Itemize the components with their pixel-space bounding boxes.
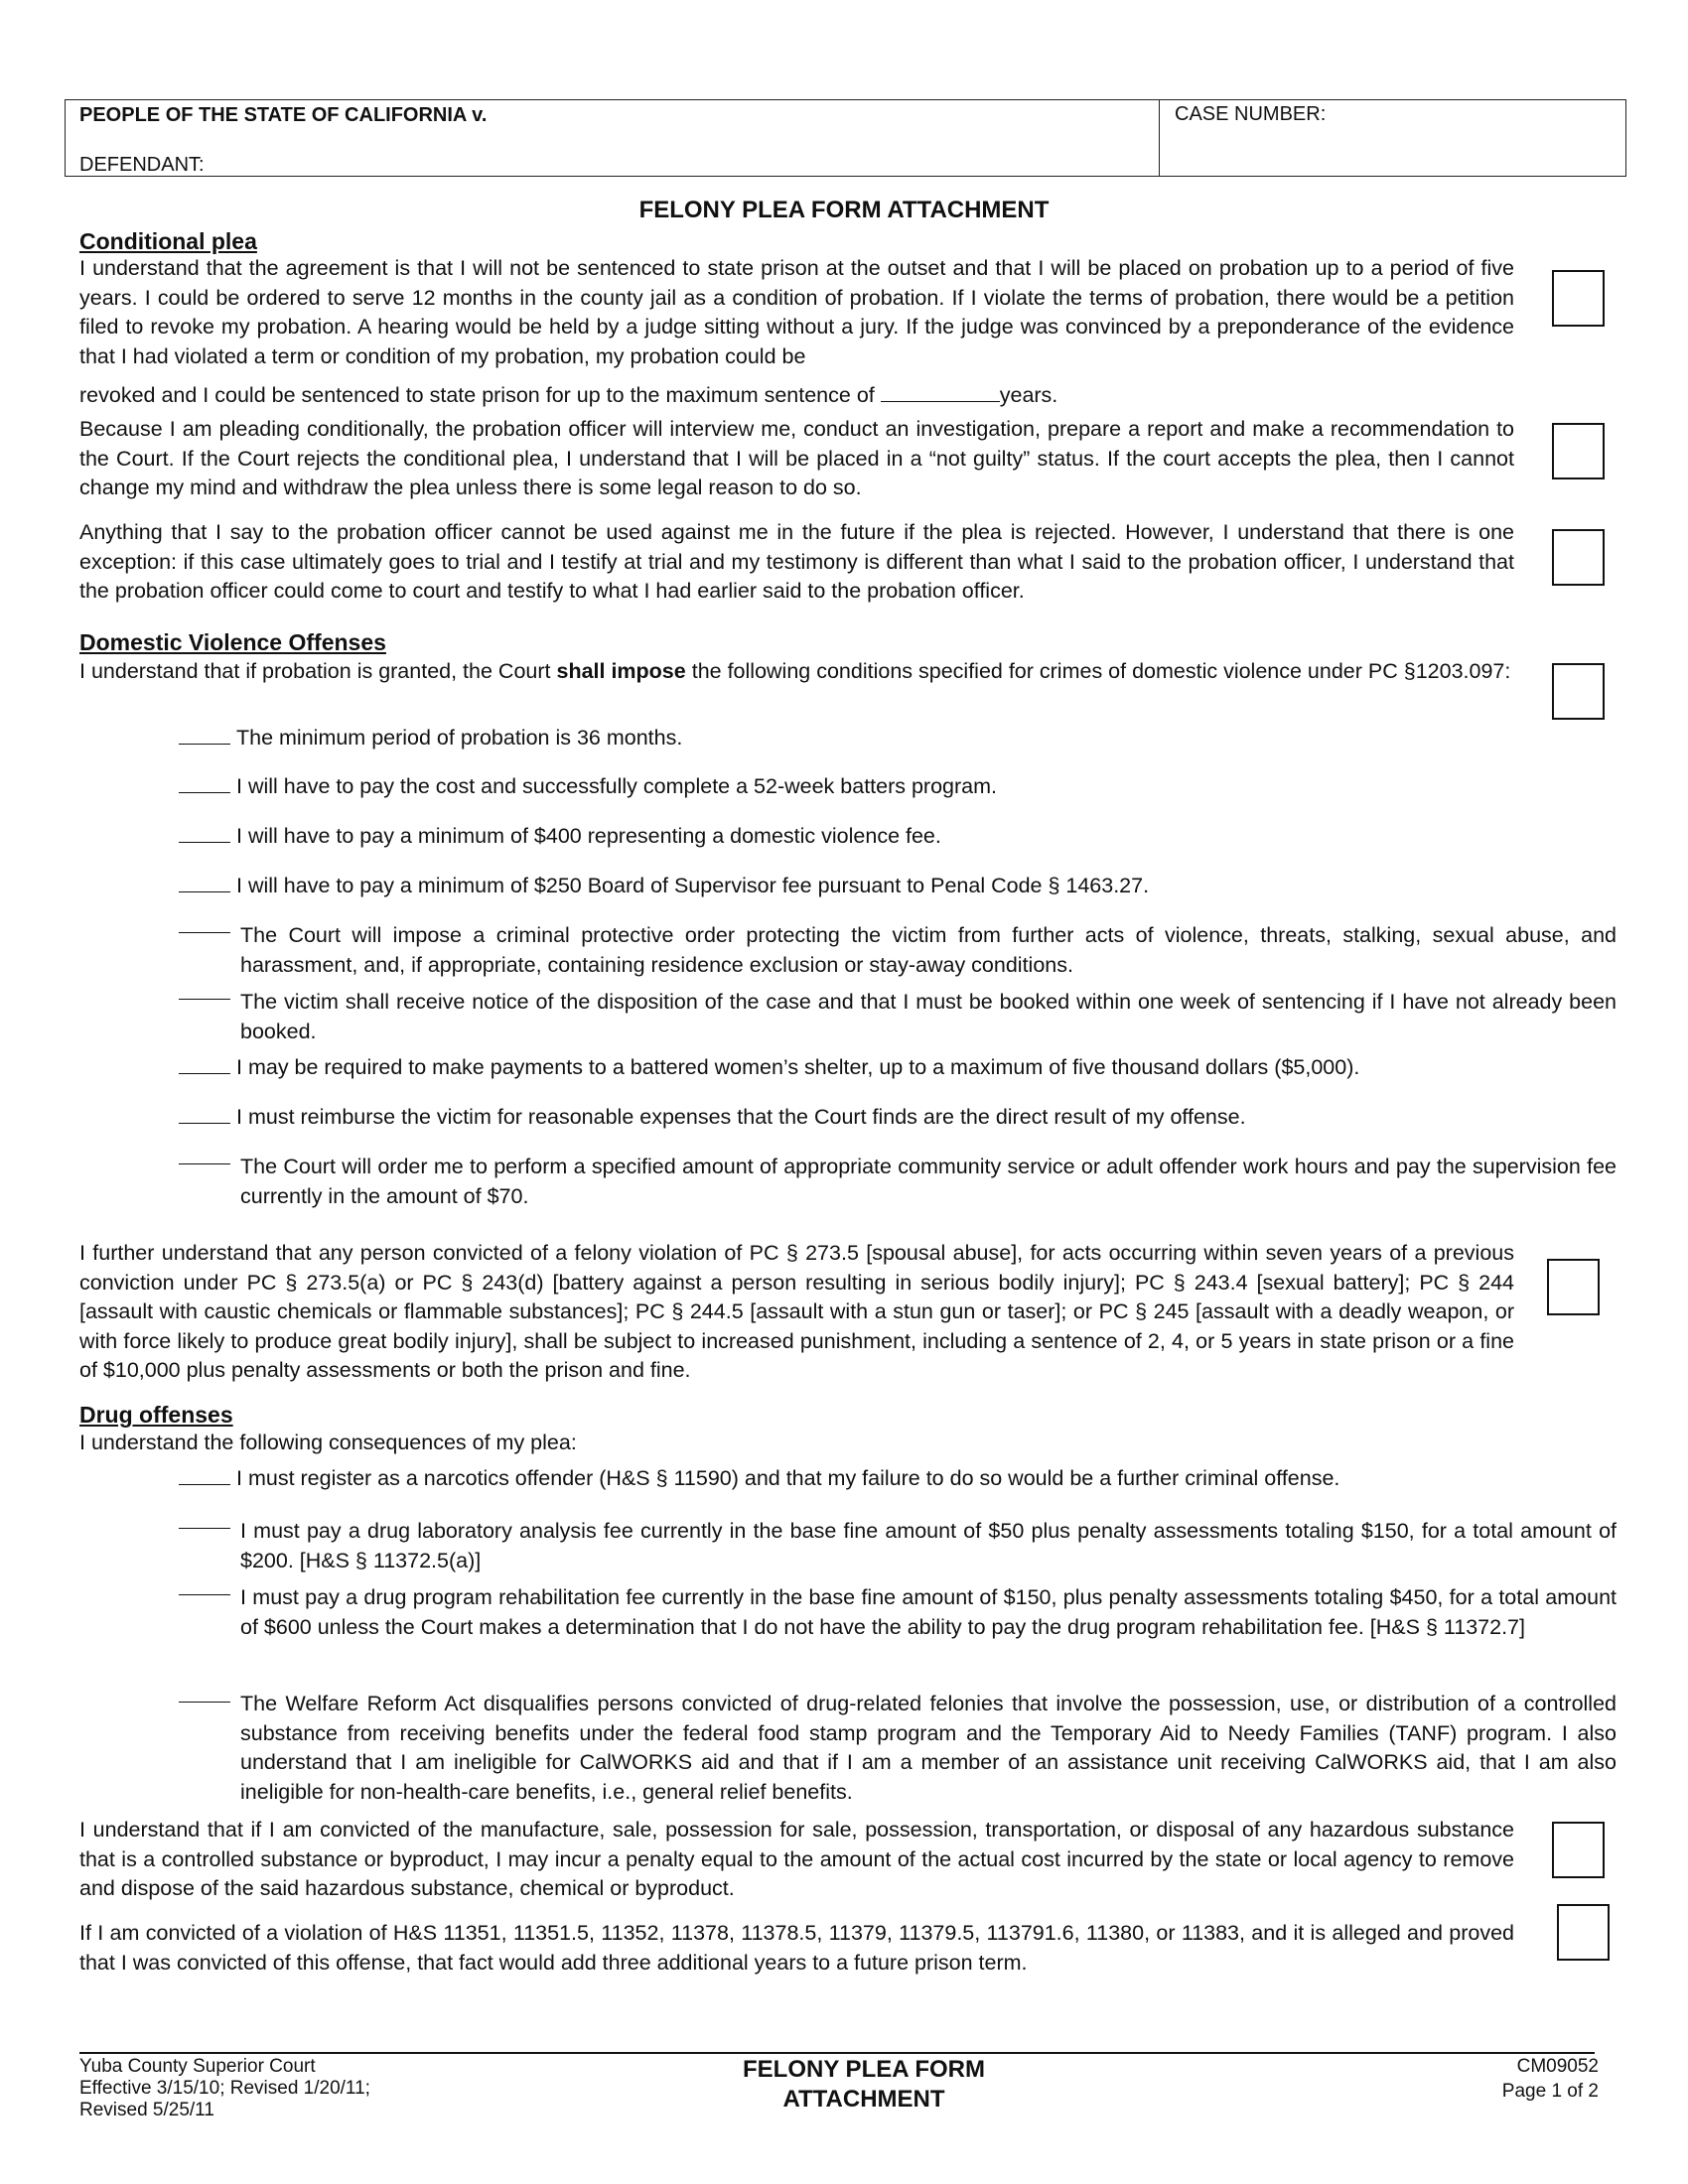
dv-item-9-blank[interactable]	[179, 1162, 230, 1164]
drug-item-1-blank[interactable]	[179, 1483, 230, 1485]
conditional-paragraph-1-end	[79, 381, 1514, 411]
dv-item-3	[179, 822, 1617, 852]
dv-item-6-text: The victim shall receive notice of the disposition of the case and that I must be booked within one week of sentencing if I have not already been booked.	[240, 990, 1617, 1043]
dv-item-5-blank[interactable]	[179, 931, 230, 933]
footer-court: Yuba County Superior Court	[79, 2056, 316, 2077]
drug-item-3-blank[interactable]	[179, 1593, 230, 1595]
dv-item-8-blank[interactable]	[179, 1122, 230, 1124]
dv-item-5-blank-wrap	[179, 920, 236, 938]
section-heading-conditional: Conditional plea	[79, 228, 257, 254]
dv-item-1-blank[interactable]	[179, 743, 230, 745]
footer-effective: Effective 3/15/10; Revised 1/20/11;	[79, 2078, 370, 2099]
initial-box-conditional-2[interactable]	[1552, 423, 1605, 479]
dv-item-5-text: The Court will impose a criminal protective order protecting the victim from further acts of violence, threats, stalking, sexual abuse, and harassment, and, if appropriate, containing residence exclusion or stay-away conditions.	[240, 923, 1617, 977]
dv-further-paragraph: I further understand that any person convicted of a felony violation of PC § 273.5 [spousal abuse], for acts occurring within seven years of a previous conviction under PC § 273.5(a) or PC § 243(d) [battery against a person resulting in serious bodily injury]; PC § 243.4 [sexual battery]; PC § 244 [assault with caustic chemicals or flammable substances]; PC § 244.5 [assault with a stun gun or taser]; or PC § 245 [assault with a deadly weapon, or with force likely to produce great bodily injury], shall be subject to increased punishment, including a sentence of 2, 4, or 5 years in state prison or a fine of $10,000 plus penalty assessments or both the prison and fine.	[79, 1241, 1514, 1382]
drug-item-1	[179, 1464, 1617, 1494]
drug-item-2-text: I must pay a drug laboratory analysis fee currently in the base fine amount of $50 plus penalty assessments totaling $150, for a total amount of $200. [H&S § 11372.5(a)]	[240, 1519, 1617, 1572]
dv-intro-text-2: the following conditions specified for crimes of domestic violence under PC §1203.097:	[691, 659, 1511, 683]
drug-item-2-blank[interactable]	[179, 1527, 230, 1529]
initial-box-conditional-1[interactable]	[1552, 270, 1605, 327]
initial-box-drug-hazard[interactable]	[1552, 1822, 1605, 1878]
dv-item-1-text: The minimum period of probation is 36 months.	[236, 726, 683, 750]
footer-title-line-2: ATTACHMENT	[782, 2086, 945, 2113]
drug-intro: I understand the following consequences of my plea:	[79, 1431, 577, 1454]
initial-box-drug-prior[interactable]	[1557, 1904, 1610, 1961]
drug-hazard-paragraph: I understand that if I am convicted of the manufacture, sale, possession for sale, possession, transportation, or disposal of any hazardous substance that is a controlled substance or byproduct, I may incur a penalty equal to the amount of the actual cost incurred by the state or local agency to remove and dispose of the said hazardous substance, chemical or byproduct.	[79, 1818, 1514, 1900]
footer-rule	[79, 2052, 1595, 2054]
conditional-paragraph-3: Anything that I say to the probation officer cannot be used against me in the future if the plea is rejected. However, I understand that there is one exception: if this case ultimately goes to trial and I testify at trial and my testimony is different than what I said to the probation officer, I understand that the probation officer could come to court and testify to what I had earlier said to the probation officer.	[79, 520, 1514, 603]
footer-form-number: CM09052	[1516, 2056, 1599, 2077]
dv-item-4-blank[interactable]	[179, 890, 230, 892]
drug-item-2-blank-wrap	[179, 1516, 236, 1534]
header-divider	[1159, 99, 1160, 177]
form-title: FELONY PLEA FORM ATTACHMENT	[638, 197, 1050, 223]
drug-item-4-blank-wrap	[179, 1690, 236, 1707]
dv-item-7	[179, 1053, 1617, 1083]
footer-page-number: Page 1 of 2	[1501, 2081, 1599, 2102]
years-text: years.	[999, 383, 1058, 407]
conditional-paragraph-2: Because I am pleading conditionally, the probation officer will interview me, conduct an investigation, prepare a report and make a recommendation to the Court. If the Court rejects the conditional plea, I understand that I will be placed in a “not guilty” status. If the court accepts the plea, then I cannot change my mind and withdraw the plea unless there is some legal reason to do so.	[79, 417, 1514, 499]
defendant-label: DEFENDANT:	[79, 154, 205, 176]
dv-item-6-blank-wrap	[179, 987, 236, 1005]
footer-title-line-1: FELONY PLEA FORM	[742, 2056, 985, 2083]
dv-intro-emphasis: shall impose	[556, 659, 686, 683]
dv-item-9-blank-wrap	[179, 1152, 236, 1169]
dv-item-4-text: I will have to pay a minimum of $250 Board of Supervisor fee pursuant to Penal Code § 1463.27.	[236, 874, 1150, 897]
footer-revised: Revised 5/25/11	[79, 2100, 214, 2120]
drug-item-4-text: The Welfare Reform Act disqualifies persons convicted of drug-related felonies that involve the possession, use, or distribution of a controlled substance from receiving benefits under the federal food stamp program and the Temporary Aid to Needy Families (TANF) program. I also understand that I am ineligible for CalWORKS aid and that if I am a member of an assistance unit receiving CalWORKS aid, that I am also ineligible for non-health-care benefits, i.e., general relief benefits.	[240, 1692, 1617, 1804]
initial-box-dv-further[interactable]	[1547, 1259, 1600, 1315]
dv-item-7-text: I may be required to make payments to a battered women’s shelter, up to a maximum of five thousand dollars ($5,000).	[236, 1055, 1360, 1079]
dv-item-3-text: I will have to pay a minimum of $400 representing a domestic violence fee.	[236, 824, 941, 848]
drug-item-3-blank-wrap	[179, 1582, 236, 1600]
drug-item-1-text: I must register as a narcotics offender (H&S § 11590) and that my failure to do so would be a further criminal offense.	[236, 1466, 1340, 1490]
dv-item-4	[179, 872, 1617, 901]
dv-item-8	[179, 1103, 1617, 1133]
max-sentence-text: revoked and I could be sentenced to state prison for up to the maximum sentence of	[79, 383, 875, 407]
dv-item-2	[179, 772, 1617, 802]
initial-box-dv-intro[interactable]	[1552, 663, 1605, 720]
dv-item-9-text: The Court will order me to perform a specified amount of appropriate community service or adult offender work hours and pay the supervision fee currently in the amount of $70.	[240, 1155, 1617, 1208]
case-number-label: CASE NUMBER:	[1175, 103, 1327, 125]
drug-prior-paragraph: If I am convicted of a violation of H&S 11351, 11351.5, 11352, 11378, 11378.5, 11379, 11379.5, 113791.6, 11380, or 11383, and it is alleged and proved that I was convicted of this offense, that fact would add three additional years to a future prison term.	[79, 1921, 1514, 1975]
dv-item-7-blank[interactable]	[179, 1072, 230, 1074]
dv-item-1	[179, 724, 1617, 753]
drug-item-3-text: I must pay a drug program rehabilitation fee currently in the base fine amount of $150, plus penalty assessments totaling $450, for a total amount of $600 unless the Court makes a determination that I do not have the ability to pay the drug program rehabilitation fee. [H&S § 11372.7]	[240, 1585, 1617, 1639]
case-caption: PEOPLE OF THE STATE OF CALIFORNIA v.	[79, 104, 488, 126]
dv-item-6-blank[interactable]	[179, 998, 230, 1000]
dv-item-2-text: I will have to pay the cost and successfully complete a 52-week batters program.	[236, 774, 998, 798]
dv-intro-text: I understand that if probation is granted, the Court	[79, 659, 551, 683]
section-heading-domestic-violence: Domestic Violence Offenses	[79, 629, 386, 655]
dv-item-2-blank[interactable]	[179, 791, 230, 793]
dv-item-8-text: I must reimburse the victim for reasonable expenses that the Court finds are the direct result of my offense.	[236, 1105, 1246, 1129]
dv-item-3-blank[interactable]	[179, 841, 230, 843]
max-sentence-years-blank[interactable]	[881, 400, 1000, 402]
conditional-paragraph-1: I understand that the agreement is that I will not be sentenced to state prison at the outset and that I will be placed on probation up to a period of five years. I could be ordered to serve 12 months in the county jail as a condition of probation. If I violate the terms of probation, there would be a petition filed to revoke my probation. A hearing would be held by a judge sitting without a jury. If the judge was convinced by a preponderance of the evidence that I had violated a term or condition of my probation, my probation could be	[79, 256, 1514, 368]
section-heading-drug: Drug offenses	[79, 1402, 233, 1428]
dv-intro	[79, 657, 1514, 687]
initial-box-conditional-3[interactable]	[1552, 529, 1605, 586]
drug-item-4-blank[interactable]	[179, 1701, 230, 1703]
